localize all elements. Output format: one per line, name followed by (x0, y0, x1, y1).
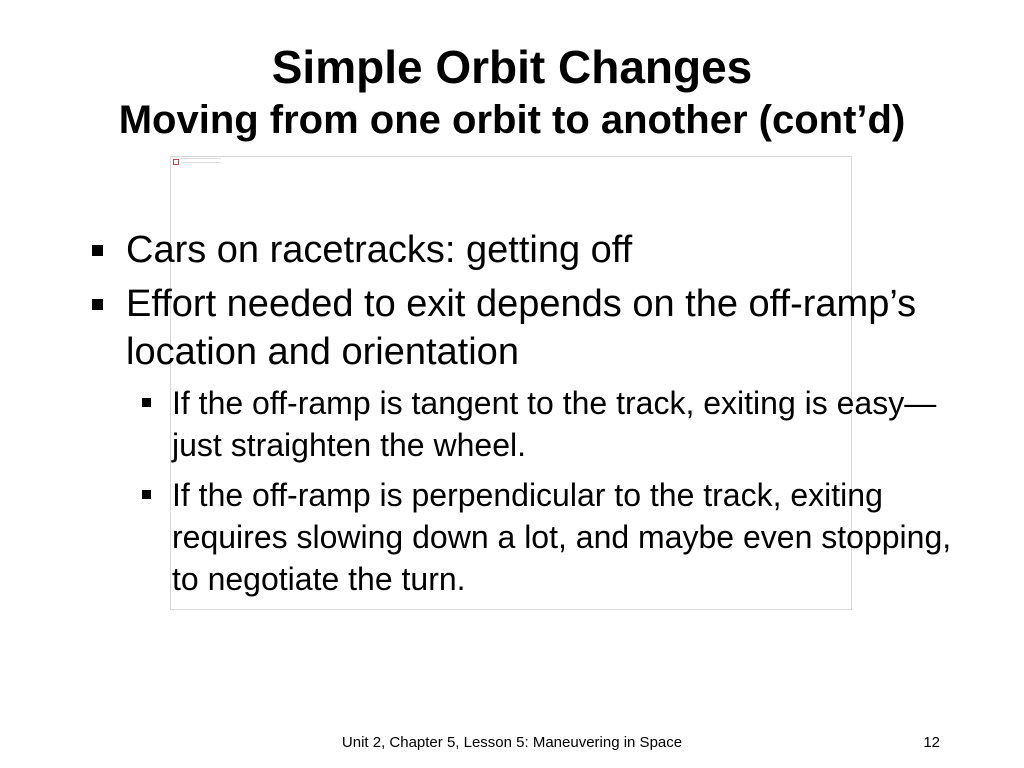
broken-image-icon (173, 159, 179, 165)
title-block (0, 40, 1024, 142)
square-bullet-icon (92, 245, 103, 256)
bullet-text: Cars on racetracks: getting off (126, 229, 633, 271)
bullet-item (88, 226, 958, 274)
square-bullet-icon (92, 299, 103, 310)
sub-bullet-text: If the off-ramp is tangent to the track, exiting is easy—just straighten the wheel. (172, 385, 937, 463)
bullet-list (88, 226, 958, 608)
slide-subtitle: Moving from one orbit to another (cont’d) (118, 98, 906, 142)
sub-bullet-text: If the off-ramp is perpendicular to the track, exiting requires slowing down a lot, and maybe even stopping, to negotiate the turn. (172, 477, 952, 597)
slide-title: Simple Orbit Changes (271, 41, 753, 93)
sub-bullet-item (88, 474, 958, 600)
bullet-text: Effort needed to exit depends on the off-ramp’s location and orientation (126, 283, 917, 373)
sub-bullet-item (88, 382, 958, 466)
bullet-item (88, 280, 958, 376)
page-number: 12 (923, 734, 940, 751)
square-bullet-icon (142, 398, 151, 407)
square-bullet-icon (142, 490, 151, 499)
slide-footer: Unit 2, Chapter 5, Lesson 5: Maneuvering in Space (341, 734, 683, 751)
image-caption-placeholder (181, 158, 221, 163)
